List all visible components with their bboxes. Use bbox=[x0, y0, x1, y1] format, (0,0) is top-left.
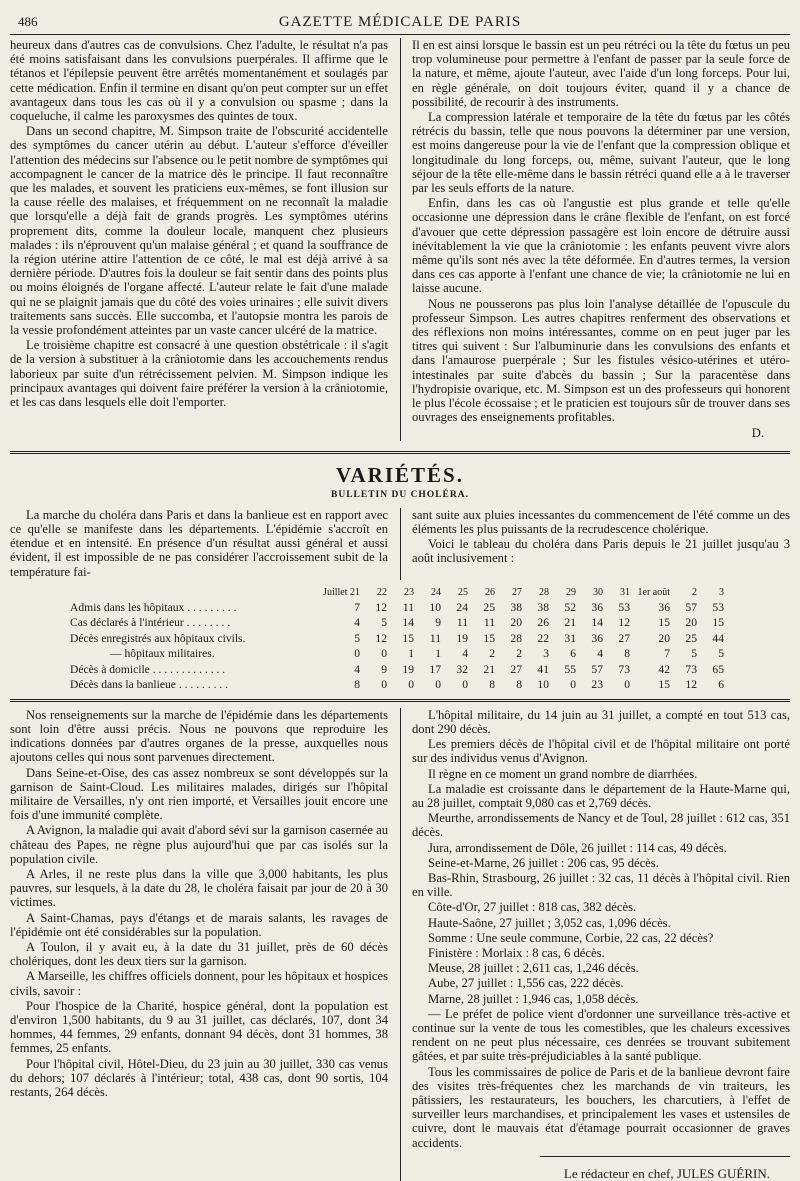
table-cell: 0 bbox=[354, 647, 360, 661]
table-cell: 4 bbox=[597, 647, 603, 661]
table-cell: 14 bbox=[402, 616, 414, 630]
paragraph: Le troisième chapitre est consacré à une question obstétricale : il s'agit de la version à substituer à la crâniotomie dans les accouchements rendus laborieux par suite d'un rétrécissement pelvien. M. Simpson indique les principaux avantages qui doivent faire préférer la version à la crâniotomie, et les cas dans lesquels elle doit l'emporter. bbox=[10, 338, 388, 410]
table-cell: 3 bbox=[543, 647, 549, 661]
table-cell: 20 bbox=[510, 616, 522, 630]
table-header-cell: 27 bbox=[512, 587, 522, 599]
paragraph: L'hôpital militaire, du 14 juin au 31 juillet, a compté en tout 513 cas, dont 290 décès. bbox=[412, 707, 790, 736]
table-cell: 12 bbox=[618, 616, 630, 630]
table-cell: 15 bbox=[658, 616, 670, 630]
table-cell: 0 bbox=[381, 678, 387, 692]
table-cell: 7 bbox=[354, 600, 360, 614]
table-cell: 21 bbox=[564, 616, 576, 630]
paragraph: A Saint-Chamas, pays d'étangs et de marais salants, les ravages de l'épidémie ont été considérables sur la population. bbox=[10, 910, 388, 939]
table-cell: 4 bbox=[354, 616, 360, 630]
paragraph: Somme : Une seule commune, Corbie, 22 cas, 22 décès? bbox=[428, 930, 714, 945]
paragraph: Bas-Rhin, Strasbourg, 26 juillet : 32 cas, 11 décès à l'hôpital civil. Rien en ville. bbox=[412, 870, 790, 900]
table-header-cell: 29 bbox=[566, 587, 576, 599]
departments-right-column bbox=[412, 708, 790, 1181]
table-header-cell: 30 bbox=[593, 587, 603, 599]
intro-section bbox=[10, 508, 790, 580]
table-cell: 5 bbox=[354, 631, 360, 645]
editor-rule bbox=[540, 1156, 790, 1157]
table-cell: 9 bbox=[435, 616, 441, 630]
paragraph: Seine-et-Marne, 26 juillet : 206 cas, 95 décès. bbox=[428, 855, 659, 870]
journal-title: GAZETTE MÉDICALE DE PARIS bbox=[278, 14, 522, 30]
table-cell: 12 bbox=[685, 678, 697, 692]
table-cell: 15 bbox=[402, 631, 414, 645]
paragraph: Il règne en ce moment un grand nombre de diarrhées. bbox=[428, 766, 698, 781]
paragraph: Pour l'hôpital civil, Hôtel-Dieu, du 23 juin au 30 juillet, 330 cas venus du dehors; 107 déclarés à l'intérieur; total, 438 cas, dont 90 sortis, 104 restants, 264 décès. bbox=[10, 1056, 388, 1099]
table-cell: 11 bbox=[456, 616, 468, 630]
table-cell: 5 bbox=[381, 616, 387, 630]
table-cell: 31 bbox=[564, 631, 576, 645]
table-cell: 25 bbox=[685, 631, 697, 645]
table-cell: 8 bbox=[489, 678, 495, 692]
intro-left-column bbox=[10, 508, 388, 580]
column-divider bbox=[400, 708, 401, 1181]
paragraph: Pour l'hospice de la Charité, hospice général, dont la population est d'environ 1,500 habitants, du 9 au 31 juillet, cas déclarés, 107, dont 34 hommes, 44 femmes, 29 enfants, donnant 94 décès, dont 31 hommes, 38 femmes, 25 enfants. bbox=[10, 998, 388, 1056]
review-signature: D. bbox=[751, 426, 764, 441]
table-row bbox=[70, 677, 724, 693]
table-cell: 11 bbox=[429, 631, 441, 645]
paragraph: A Arles, il ne reste plus dans la ville que 3,000 habitants, les plus pauvres, sur lesquels, à la date du 28, le choléra faisait par jour de 20 à 30 victimes. bbox=[10, 866, 388, 910]
row-label: Décès à domicile . . . . . . . . . . . . . bbox=[70, 662, 226, 676]
table-header-cell: Juillet 21 bbox=[323, 587, 360, 599]
table-cell: 26 bbox=[537, 616, 549, 630]
table-cell: 11 bbox=[402, 600, 414, 614]
page-number: 486 bbox=[18, 14, 38, 29]
table-header bbox=[70, 586, 724, 600]
table-cell: 65 bbox=[712, 662, 724, 676]
paragraph: Voici le tableau du choléra dans Paris depuis le 21 juillet jusqu'au 3 août inclusivement : bbox=[412, 537, 790, 566]
departments-left-column bbox=[10, 708, 388, 1181]
table-cell: 15 bbox=[712, 616, 724, 630]
intro-right-column bbox=[412, 508, 790, 580]
table-cell: 23 bbox=[591, 678, 603, 692]
table-cell: 32 bbox=[456, 662, 468, 676]
cholera-table bbox=[70, 586, 724, 693]
paragraph: Les premiers décès de l'hôpital civil et de l'hôpital militaire ont porté sur des individus venus d'Avignon. bbox=[412, 737, 790, 766]
paragraph: Dans un second chapitre, M. Simpson traite de l'obscurité accidentelle des symptômes du cancer utérin au début. L'auteur s'efforce d'éveiller l'attention des médecins sur l'absence ou le petit nombre de symptômes qui accompagnent le cancer de la matrice dès le principe. Il faut reconnaître que les malades, et souvent les praticiens eux-mêmes, se font illusion sur la cause réelle des malaises, et fréquemment on ne reconnaît la maladie que lorsqu'elle a déjà fait de grands progrès. Les symptômes utérins proprement dits, comme la douleur locale, manquent chez plusieurs malades : ils n'éprouvent qu'un malaise général ; et quand la souffrance de la région utérine attire l'attention de ce côté, le mal est déjà arrivé à sa dernière période. D'autres fois la douleur se fait sentir dans des points plus ou moins éloignés de l'organe affecté. L'auteur relate le fait d'une malade qui ne se plaignit jamais que du côté des voies urinaires ; elle suivit divers traitements sans succès. Elle succomba, et l'autopsie montra les parois de la vessie profondément atteintes par un vaste cancer ulcéré de la matrice. bbox=[10, 124, 388, 338]
paragraph: sant suite aux pluies incessantes du commencement de l'été comme un des éléments les plus puissants de la recrudescence cholérique. bbox=[412, 507, 790, 536]
paragraph: Meurthe, arrondissements de Nancy et de Toul, 28 juillet : 612 cas, 351 décès. bbox=[412, 811, 790, 840]
table-cell: 0 bbox=[408, 678, 414, 692]
table-cell: 14 bbox=[591, 616, 603, 630]
table-cell: 2 bbox=[516, 647, 522, 661]
table-cell: 4 bbox=[354, 662, 360, 676]
table-cell: 53 bbox=[618, 600, 630, 614]
section-title: VARIÉTÉS. bbox=[336, 462, 464, 487]
table-cell: 0 bbox=[462, 678, 468, 692]
table-cell: 57 bbox=[591, 662, 603, 676]
table-row bbox=[70, 646, 724, 662]
departments-section bbox=[10, 708, 790, 1181]
table-cell: 28 bbox=[510, 631, 522, 645]
editor-signature: Le rédacteur en chef, JULES GUÉRIN. bbox=[563, 1165, 770, 1181]
header-rule bbox=[10, 34, 790, 35]
table-cell: 36 bbox=[591, 600, 603, 614]
table-double-rule bbox=[10, 699, 790, 702]
table-cell: 19 bbox=[456, 631, 468, 645]
table-cell: 0 bbox=[435, 678, 441, 692]
paragraph: Jura, arrondissement de Dôle, 26 juillet : 114 cas, 49 décès. bbox=[428, 840, 727, 855]
table-row bbox=[70, 600, 724, 616]
paragraph: Nos renseignements sur la marche de l'épidémie dans les départements sont loin d'être aussi précis. Nous ne pouvons que reproduire les indications données par d'autres organes de la presse, auxquelles nous ajoutons celles qui nous sont parvenues directement. bbox=[10, 707, 388, 765]
paragraph: Côte-d'Or, 27 juillet : 818 cas, 382 décès. bbox=[428, 900, 637, 915]
paragraph: La compression latérale et temporaire de la tête du fœtus par les côtés rétrécis du bassin, telle que nous pouvons la déterminer par une version, est moins dangereuse pour la vie de l'enfant que la compression oblique et longitudinale du long forceps, ou, même, suivant l'auteur, que le long séjour de la tête elle-même dans le bassin rétréci quand elle a à le traverser par les seuls efforts de la nature. bbox=[412, 110, 790, 196]
column-divider bbox=[400, 508, 401, 580]
paragraph: Il en est ainsi lorsque le bassin est un peu rétréci ou la tête du fœtus un peu trop volumineuse pour permettre à l'enfant de passer par la seule force de la nature, et même, ajoute l'auteur, avec l'aide d'un long forceps. Pour lui, en règle générale, on doit toujours éviter, quand il y a chance de possibilité, de recourir à des instruments. bbox=[412, 38, 790, 109]
table-cell: 52 bbox=[564, 600, 576, 614]
column-divider bbox=[400, 38, 401, 441]
table-cell: 42 bbox=[658, 662, 670, 676]
paragraph: A Marseille, les chiffres officiels donnent, pour les hôpitaux et hospices civils, savoir : bbox=[10, 969, 388, 998]
section-subtitle: BULLETIN DU CHOLÉRA. bbox=[331, 489, 469, 500]
table-header-cell: 25 bbox=[458, 587, 468, 599]
table-cell: 15 bbox=[483, 631, 495, 645]
table-cell: 5 bbox=[718, 647, 724, 661]
table-cell: 20 bbox=[658, 631, 670, 645]
row-label: Décès enregistrés aux hôpitaux civils. bbox=[70, 631, 246, 645]
table-cell: 57 bbox=[685, 600, 697, 614]
table-cell: 41 bbox=[537, 662, 549, 676]
table-row bbox=[70, 631, 724, 647]
table-cell: 15 bbox=[658, 678, 670, 692]
table-cell: 0 bbox=[624, 678, 630, 692]
table-cell: 11 bbox=[483, 616, 495, 630]
section-double-rule bbox=[10, 451, 790, 454]
table-header-cell: 3 bbox=[719, 587, 724, 599]
table-header-cell: 2 bbox=[692, 587, 697, 599]
table-cell: 55 bbox=[564, 662, 576, 676]
table-cell: 10 bbox=[537, 678, 549, 692]
paragraph: Enfin, dans les cas où l'angustie est plus grande et telle qu'elle occasionne une dépression dans le crâne flexible de l'enfant, on est forcé d'avouer que cette dépression passagère est loin encore de détruire aussi inévitablement la vie que la crâniotomie : les enfants peuvent vivre alors même qu'ils sont nés avec la tête déformée. En d'autres termes, la version dans ces cas apporte à l'enfant une chance de vie; la crâniotomie ne lui en laisse aucune. bbox=[412, 196, 790, 296]
table-header-cell: 24 bbox=[431, 587, 441, 599]
paragraph: Aube, 27 juillet : 1,556 cas, 222 décès. bbox=[428, 976, 624, 991]
table-cell: 8 bbox=[624, 647, 630, 661]
paragraph: — Le préfet de police vient d'ordonner une surveillance très-active et continue sur la vente de tous les comestibles, que les chaleurs excessives rendent on ne peut plus nécessaire, ces denrées se trouvant subitement gâtées, et par suite très-préjudiciables à la santé publique. bbox=[412, 1006, 790, 1064]
paragraph: A Avignon, la maladie qui avait d'abord sévi sur la garnison casernée au château des Papes, ne règne plus aujourd'hui que par cas isolés sur la population civile. bbox=[10, 823, 388, 866]
table-cell: 2 bbox=[489, 647, 495, 661]
row-label: — hôpitaux militaires. bbox=[110, 647, 215, 661]
table-header-cell: 26 bbox=[485, 587, 495, 599]
table-cell: 22 bbox=[537, 631, 549, 645]
table-cell: 8 bbox=[516, 678, 522, 692]
table-cell: 10 bbox=[429, 600, 441, 614]
table-cell: 25 bbox=[483, 600, 495, 614]
table-cell: 38 bbox=[537, 600, 549, 614]
table-cell: 27 bbox=[510, 662, 522, 676]
table-cell: 1 bbox=[408, 647, 414, 661]
table-cell: 53 bbox=[712, 600, 724, 614]
row-label: Décès dans la banlieue . . . . . . . . . bbox=[70, 678, 229, 692]
table-cell: 73 bbox=[685, 662, 697, 676]
paragraph: Nous ne pousserons pas plus loin l'analyse détaillée de l'opuscule du professeur Simpson. Les autres chapitres renferment des observations et des réflexions non moins intéressantes, comme on en peut juger par les titres qui suivent : Sur l'albuminurie dans les convulsions des enfants et dans l'amaurose puerpérale ; Sur les fistules vésico-utérines et utéro-intestinales par suite d'abcès du bassin ; Sur la paracentèse dans l'hydropisie ovarique, etc. M. Simpson est un des professeurs qui honorent le plus l'école écossaise ; et le praticien est toujours sûr de trouver dans ses ouvrages des enseignements profitables. bbox=[412, 296, 790, 425]
table-row bbox=[70, 615, 724, 631]
table-cell: 19 bbox=[402, 662, 414, 676]
table-cell: 12 bbox=[375, 600, 387, 614]
paragraph: Tous les commissaires de police de Paris et de la banlieue devront faire des visites très-fréquentes chez les marchands de vin traiteurs, les pâtissiers, les restaurateurs, les bouchers, les charcutiers, à l'effet de surveiller leurs marchandises, et principalement les vases et ustensiles de cuivre, dont le mauvais état d'étamage pourrait occasionner de graves accidents. bbox=[412, 1064, 790, 1150]
table-cell: 1 bbox=[435, 647, 441, 661]
paragraph: Marne, 28 juillet : 1,946 cas, 1,058 décès. bbox=[428, 991, 639, 1006]
table-cell: 0 bbox=[381, 647, 387, 661]
review-section bbox=[10, 38, 790, 441]
paragraph: heureux dans d'autres cas de convulsions. Chez l'adulte, le résultat n'a pas été moins satisfaisant dans les convulsions puerpérales. Il affirme que le tétanos et l'épilepsie peuvent être arrêtés momentanément et soulagés par cette médication. Enfin il termine en disant qu'on peut compter sur un effet avantageux dans tous les cas où il y a convulsion ou spasme ; dans la coqueluche, il calme les paroxysmes des quintes de toux. bbox=[10, 38, 388, 124]
table-cell: 6 bbox=[570, 647, 576, 661]
table-body bbox=[70, 600, 724, 693]
table-cell: 73 bbox=[618, 662, 630, 676]
table-cell: 7 bbox=[664, 647, 670, 661]
paragraph: Finistère : Morlaix : 8 cas, 6 décès. bbox=[428, 945, 605, 960]
paragraph: Haute-Saône, 27 juillet ; 3,052 cas, 1,096 décès. bbox=[428, 915, 671, 930]
table-cell: 24 bbox=[456, 600, 468, 614]
table-row bbox=[70, 662, 724, 678]
table-cell: 8 bbox=[354, 678, 360, 692]
table-cell: 12 bbox=[375, 631, 387, 645]
paragraph: La marche du choléra dans Paris et dans la banlieue est en rapport avec ce qu'elle se manifeste dans les départements. L'épidémie s'accroît en étendue et en intensité. En présence d'un résultat aussi général et aussi évident, il est impossible de ne pas considérer l'accroissement subit de la température fai- bbox=[10, 507, 388, 579]
row-label: Cas déclarés à l'intérieur . . . . . . . . bbox=[70, 616, 231, 630]
table-cell: 38 bbox=[510, 600, 522, 614]
table-cell: 27 bbox=[618, 631, 630, 645]
paragraph: Meuse, 28 juillet : 2,611 cas, 1,246 décès. bbox=[428, 961, 639, 976]
page-header bbox=[10, 0, 790, 34]
table-cell: 20 bbox=[685, 616, 697, 630]
table-header-cell: 31 bbox=[620, 587, 630, 599]
table-cell: 4 bbox=[462, 647, 468, 661]
paragraph: La maladie est croissante dans le département de la Haute-Marne qui, au 28 juillet, comptait 9,080 cas et 2,769 décès. bbox=[412, 781, 790, 810]
table-cell: 5 bbox=[691, 647, 697, 661]
table-cell: 17 bbox=[429, 662, 441, 676]
table-cell: 0 bbox=[570, 678, 576, 692]
table-header-cell: 28 bbox=[539, 587, 549, 599]
table-cell: 21 bbox=[483, 662, 495, 676]
table-cell: 36 bbox=[658, 600, 670, 614]
table-cell: 36 bbox=[591, 631, 603, 645]
row-label: Admis dans les hôpitaux . . . . . . . . . bbox=[70, 600, 237, 614]
table-cell: 9 bbox=[381, 662, 387, 676]
table-cell: 44 bbox=[712, 631, 724, 645]
review-right-column bbox=[412, 38, 790, 441]
table-cell: 6 bbox=[718, 678, 724, 692]
paragraph: A Toulon, il y avait eu, à la date du 31 juillet, près de 60 décès cholériques, dont les deux tiers sur la garnison. bbox=[10, 939, 388, 969]
review-left-column bbox=[10, 38, 388, 441]
table-header-cell: 23 bbox=[404, 587, 414, 599]
paragraph: Dans Seine-et-Oise, des cas assez nombreux se sont développés sur la garnison de Saint-Cloud. Les militaires malades, dirigés sur l'hôpital militaire de Versailles, n'y ont rien importé, et Versailles jouit encore une fois d'une immunité complète. bbox=[10, 765, 388, 823]
table-header-cell: 22 bbox=[377, 587, 387, 599]
table-header-cell: 1er août bbox=[637, 587, 670, 599]
